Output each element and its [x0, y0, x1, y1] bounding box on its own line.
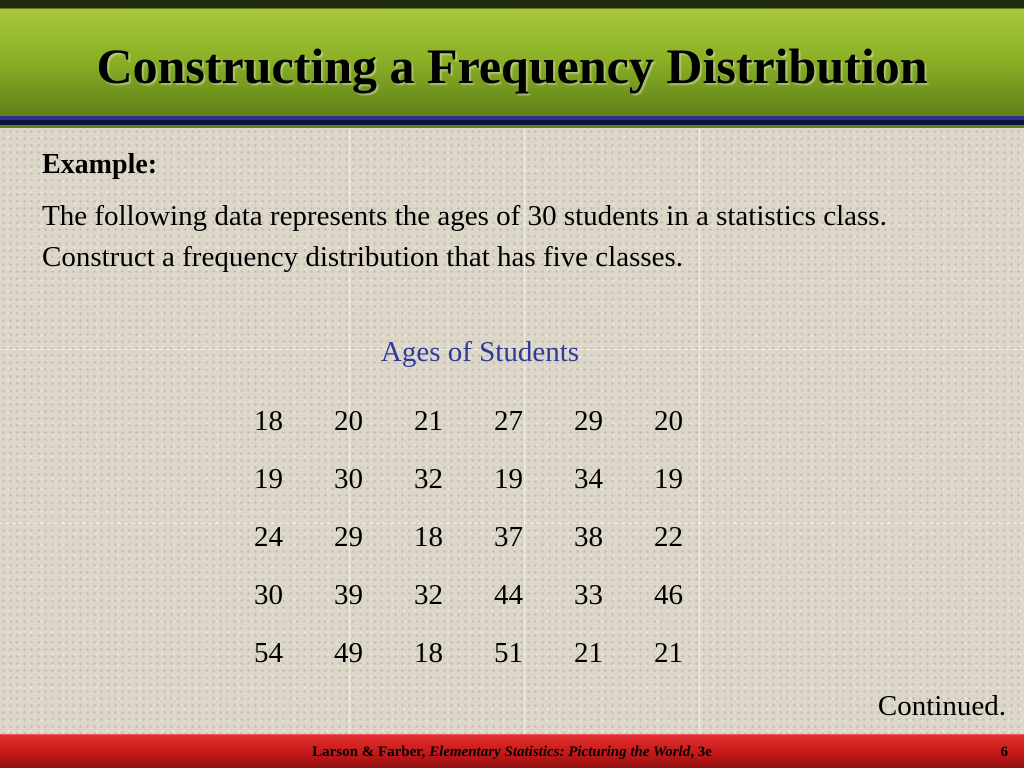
table-cell: 34 — [574, 463, 603, 495]
table-cell: 19 — [494, 463, 523, 495]
footer-authors: Larson & Farber, — [312, 744, 430, 760]
title-bar — [0, 0, 1024, 116]
table-cell: 29 — [334, 521, 363, 553]
table-cell: 21 — [414, 405, 443, 437]
footer-book-title: Elementary Statistics: Picturing the World — [429, 744, 691, 760]
table-row — [250, 392, 730, 450]
example-label: Example: — [42, 149, 158, 180]
table-row — [250, 450, 730, 508]
footer-bar — [0, 734, 1024, 768]
table-cell: 51 — [494, 637, 523, 669]
table-title: Ages of Students — [380, 336, 580, 368]
table-cell: 18 — [254, 405, 283, 437]
ages-data-table — [250, 392, 730, 682]
footer-citation — [0, 743, 1024, 761]
table-cell: 32 — [414, 463, 443, 495]
table-cell: 22 — [654, 521, 683, 553]
table-row — [250, 624, 730, 682]
table-cell: 19 — [254, 463, 283, 495]
table-cell: 21 — [574, 637, 603, 669]
table-row — [250, 508, 730, 566]
table-cell: 27 — [494, 405, 523, 437]
intro-paragraph: The following data represents the ages of 30 students in a statistics class. Construct a frequency distribution that has five classes. — [42, 200, 887, 273]
table-cell: 49 — [334, 637, 363, 669]
table-cell: 30 — [254, 579, 283, 611]
table-cell: 18 — [414, 637, 443, 669]
page-number: 6 — [1000, 744, 1008, 760]
table-cell: 33 — [574, 579, 603, 611]
table-cell: 19 — [654, 463, 683, 495]
table-cell: 30 — [334, 463, 363, 495]
table-cell: 54 — [254, 637, 283, 669]
table-cell: 37 — [494, 521, 523, 553]
table-cell: 39 — [334, 579, 363, 611]
footer-edition: , 3e — [690, 744, 712, 760]
slide-title: Constructing a Frequency Distribution — [96, 38, 928, 94]
table-cell: 24 — [254, 521, 283, 553]
table-cell: 29 — [574, 405, 603, 437]
continued-label: Continued. — [877, 690, 1006, 722]
table-cell: 21 — [654, 637, 683, 669]
table-cell: 18 — [414, 521, 443, 553]
table-cell: 46 — [654, 579, 683, 611]
table-cell: 32 — [414, 579, 443, 611]
table-cell: 20 — [334, 405, 363, 437]
table-cell: 20 — [654, 405, 683, 437]
table-cell: 44 — [494, 579, 523, 611]
table-cell: 38 — [574, 521, 603, 553]
table-row — [250, 566, 730, 624]
